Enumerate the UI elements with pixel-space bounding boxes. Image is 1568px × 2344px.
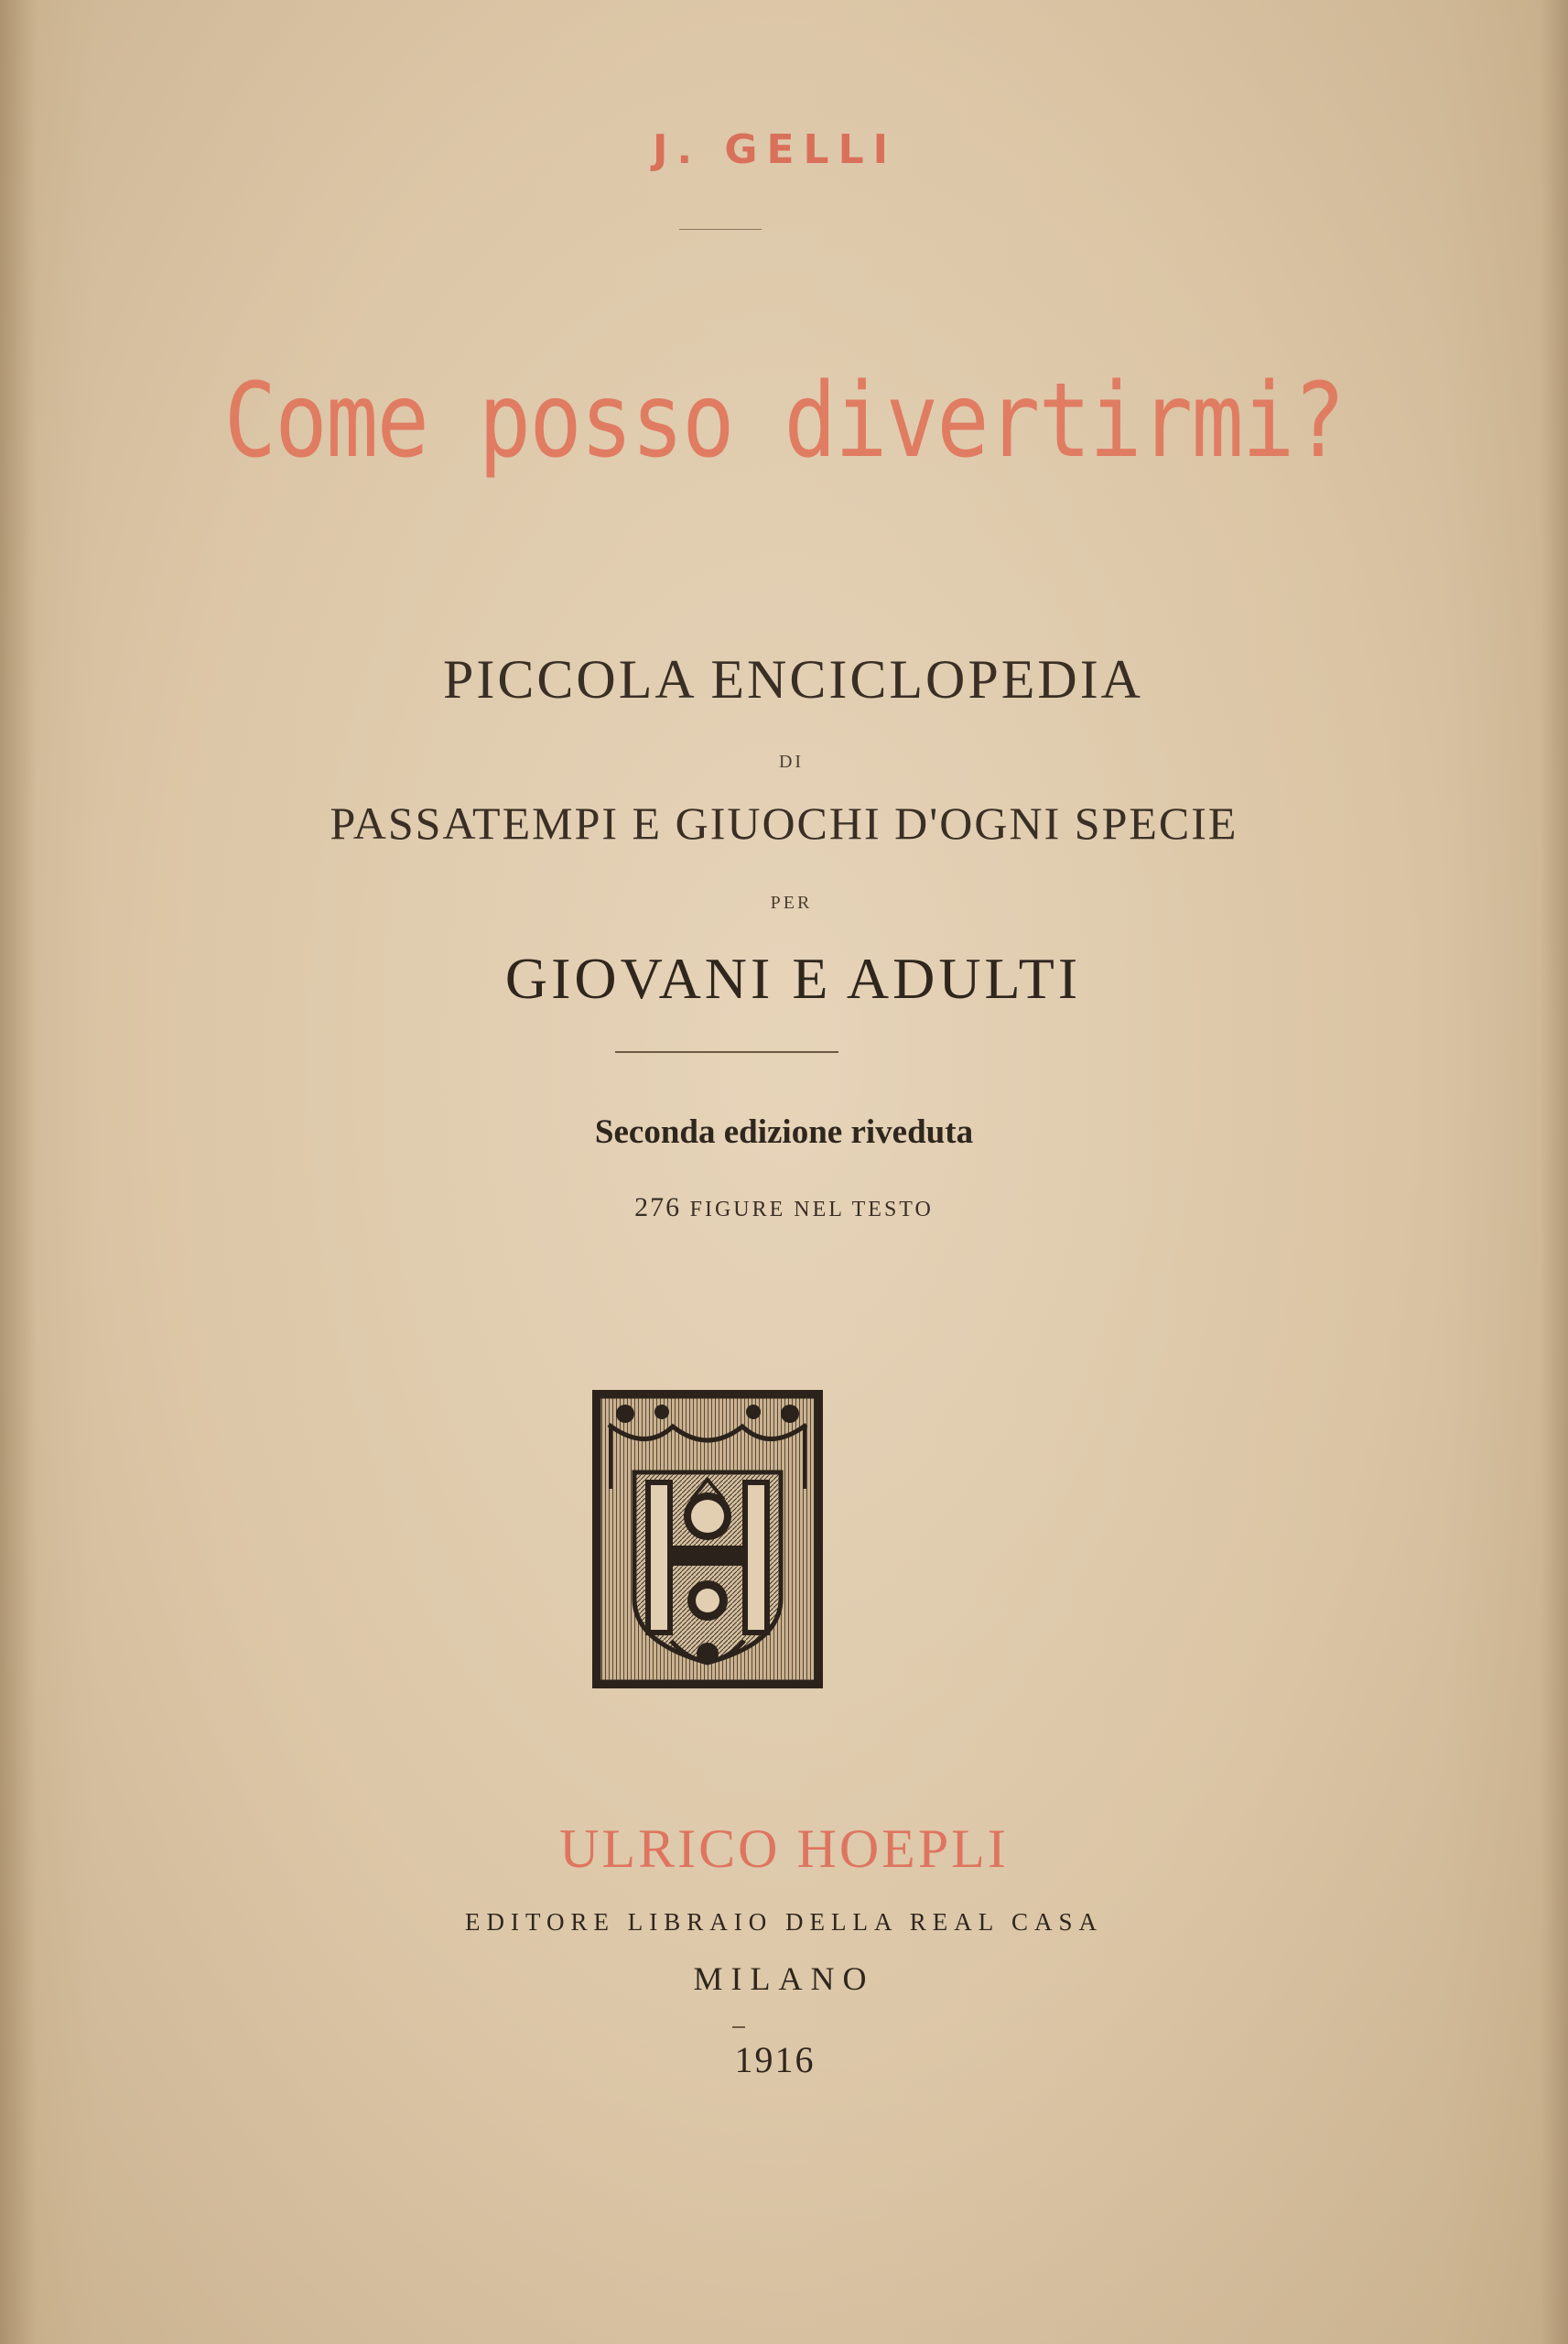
connector-per: PER — [770, 893, 813, 913]
author-divider — [679, 229, 762, 230]
figures-count: 276 — [634, 1192, 682, 1222]
subtitle-divider — [615, 1051, 838, 1053]
subtitle-line-3: GIOVANI E ADULTI — [504, 946, 1082, 1011]
connector-di: DI — [778, 752, 805, 772]
city-divider — [732, 2026, 745, 2028]
figures-text: FIGURE NEL TESTO — [689, 1198, 934, 1221]
publisher-mark-emblem-icon — [590, 1388, 825, 1690]
book-title: Come posso divertirmi? — [223, 362, 1345, 481]
publisher-description: EDITORE LIBRAIO DELLA REAL CASA — [465, 1908, 1103, 1936]
edition-statement: Seconda edizione riveduta — [594, 1113, 974, 1151]
author-name: J. GELLI — [652, 126, 898, 173]
publication-year: 1916 — [734, 2039, 816, 2080]
subtitle-line-1: PICCOLA ENCICLOPEDIA — [442, 649, 1144, 710]
figures-statement — [0, 1192, 1568, 1223]
publication-city: MILANO — [693, 1960, 875, 1997]
publisher-name: ULRICO HOEPLI — [559, 1818, 1009, 1879]
subtitle-line-2: PASSATEMPI E GIUOCHI D'OGNI SPECIE — [330, 798, 1238, 849]
